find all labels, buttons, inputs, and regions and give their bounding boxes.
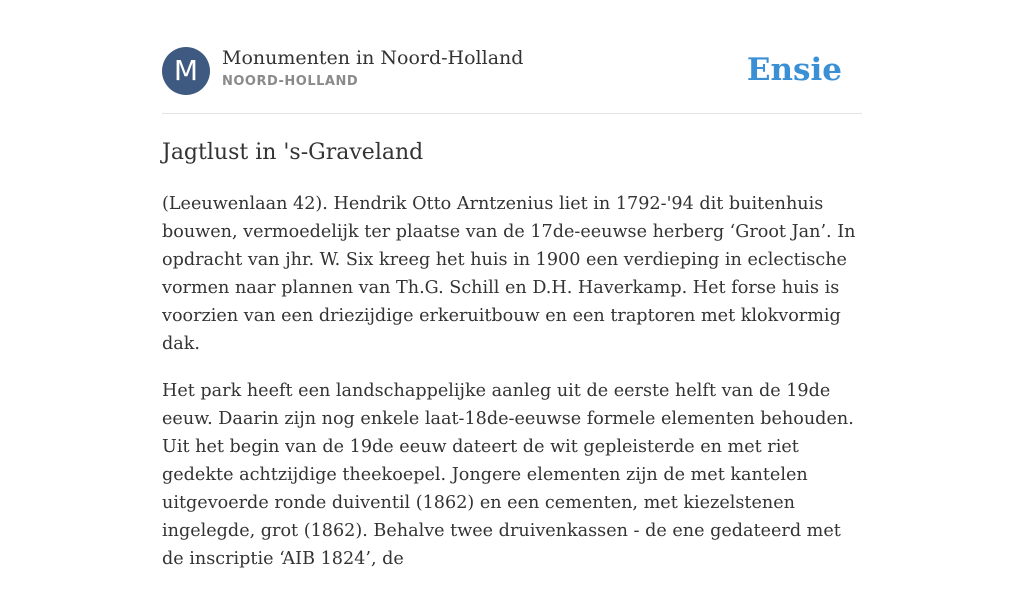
header-divider <box>162 113 862 114</box>
brand-logo[interactable]: Ensie <box>746 52 842 88</box>
article-title: Jagtlust in 's-Graveland <box>162 140 424 165</box>
article-paragraph: Het park heeft een landschappelijke aanleg uit de eerste helft van de 19de eeuw. Daarin zijn nog enkele laat-18de-eeuwse formele elementen behouden. Uit het begin van de 19de eeuw dateert de wit gepleisterde en met riet gedekte achtzijdige theekoepel. Jongere elementen zijn de met kantelen uitgevoerde ronde duiventil (1862) en een cementen, met kiezelstenen ingelegde, grot (1862). Behalve twee druivenkassen - de ene gedateerd met de inscriptie ‘AIB 1824’, de <box>162 381 854 569</box>
avatar[interactable]: M <box>162 47 210 95</box>
source-header <box>162 46 862 96</box>
source-subtitle[interactable]: NOORD-HOLLAND <box>222 74 359 89</box>
article-paragraph: (Leeuwenlaan 42). Hendrik Otto Arntzenius liet in 1792-'94 dit buitenhuis bouwen, vermoedelijk ter plaatse van de 17de-eeuwse herberg ‘Groot Jan’. In opdracht van jhr. W. Six kreeg het huis in 1900 een verdieping in eclectische vormen naar plannen van Th.G. Schill en D.H. Haverkamp. Het forse huis is voorzien van een driezijdige erkeruitbouw en een traptoren met klokvormig dak. <box>162 194 856 354</box>
source-title[interactable]: Monumenten in Noord-Holland <box>222 47 524 69</box>
article-body <box>162 190 864 592</box>
